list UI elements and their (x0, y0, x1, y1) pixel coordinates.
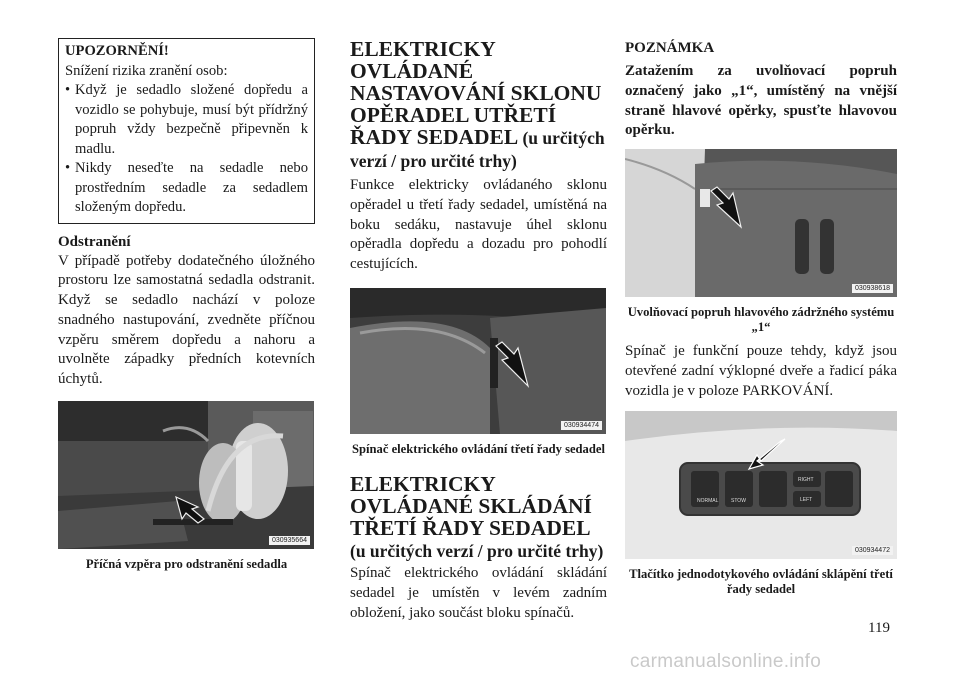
figure-fold-button (625, 411, 897, 559)
button-label-left: LEFT (800, 496, 813, 503)
figure-id: 030934474 (561, 421, 602, 430)
note-text: Zatažením za uvolňovací popruh označený jako „1“, umístěný na vnější straně hlavové opěrky, spusťte hlavovou opěrku. (625, 63, 897, 139)
page-number: 119 (868, 620, 890, 636)
figure-headrest-strap (625, 149, 897, 297)
left-column (58, 38, 315, 572)
figure-caption: Uvolňovací popruh hlavového zádržného systému „1“ (627, 305, 895, 335)
seat-removal-illustration (58, 401, 314, 549)
figure-seat-removal (58, 401, 314, 549)
section-title: ELEKTRICKY OVLÁDANÉ SKLÁDÁNÍ TŘETÍ ŘADY SEDADEL (350, 471, 592, 540)
section-title-qualifier: (u určitých verzí / pro určité trhy) (350, 540, 604, 561)
figure-caption: Tlačítko jednodotykového ovládání sklápění třetí řady sedadel (629, 566, 893, 596)
figure-caption: Příčná vzpěra pro odstranění sedadla (85, 557, 288, 572)
watermark: carmanualsonline.info (630, 651, 822, 672)
fold-button-illustration (625, 411, 897, 559)
note-title: POZNÁMKA (625, 40, 715, 56)
middle-column (350, 38, 607, 623)
right-column (625, 38, 897, 597)
fold-text: Spínač elektrického ovládání skládání sedadel je umístěn v levém zadním obložení, jako součást bloku spínačů. (350, 564, 607, 621)
recline-switch-illustration (350, 288, 606, 434)
section-title: ELEKTRICKY OVLÁDANÉ NASTAVOVÁNÍ SKLONU OPĚRADEL UTŘETÍ ŘADY SEDADEL (350, 37, 602, 149)
section-heading-recline (350, 38, 607, 172)
warning-list (65, 81, 308, 218)
recline-text: Funkce elektricky ovládaného sklonu opěradel u třetí řady sedadel, umístěná na boku sedáku, nastavuje úhel sklonu opěradla dopředu a dozadu pro pohodlí cestujících. (350, 177, 607, 273)
section-heading-fold (350, 473, 607, 562)
section-title-qualifier: (u určitých verzí / pro určité trhy) (350, 128, 605, 171)
figure-recline-switch (350, 288, 606, 434)
button-label-stow: STOW (731, 497, 746, 504)
warning-title: UPOZORNĚNÍ! (65, 43, 169, 59)
warning-item: • Nikdy neseďte na sedadle nebo prostředním sedadle za sedadlem složeným dopředu. (65, 159, 308, 218)
removal-text: V případě potřeby dodatečného úložného prostoru lze samostatná sedadla odstranit. Když se sedadlo nachází v poloze snadného nastupování, zvedněte příčnou vzpěru směrem dopředu a nahoru a uvolněte západky předních kotevních úchytů. (58, 252, 315, 388)
figure-caption: Spínač elektrického ovládání třetí řady sedadel (352, 441, 605, 456)
warning-item: • Když je sedadlo složené dopředu a vozidlo se pohybuje, musí být přídržný popruh vždy bezpečně připevněn k madlu. (65, 81, 308, 159)
figure-id: 030935664 (269, 536, 310, 545)
figure-id: 030934472 (852, 546, 893, 555)
headrest-strap-illustration (625, 149, 897, 297)
button-label-right: RIGHT (798, 476, 814, 483)
removal-heading: Odstranění (58, 233, 131, 250)
warning-intro: Snížení rizika zranění osob: (65, 62, 228, 79)
button-label-normal: NORMAL (697, 497, 719, 504)
figure-id: 030938618 (852, 284, 893, 293)
park-text: Spínač je funkční pouze tehdy, když jsou otevřené zadní výklopné dveře a řadicí páka vozidla je v poloze PARKOVÁNÍ. (625, 343, 897, 399)
warning-box (58, 38, 315, 224)
